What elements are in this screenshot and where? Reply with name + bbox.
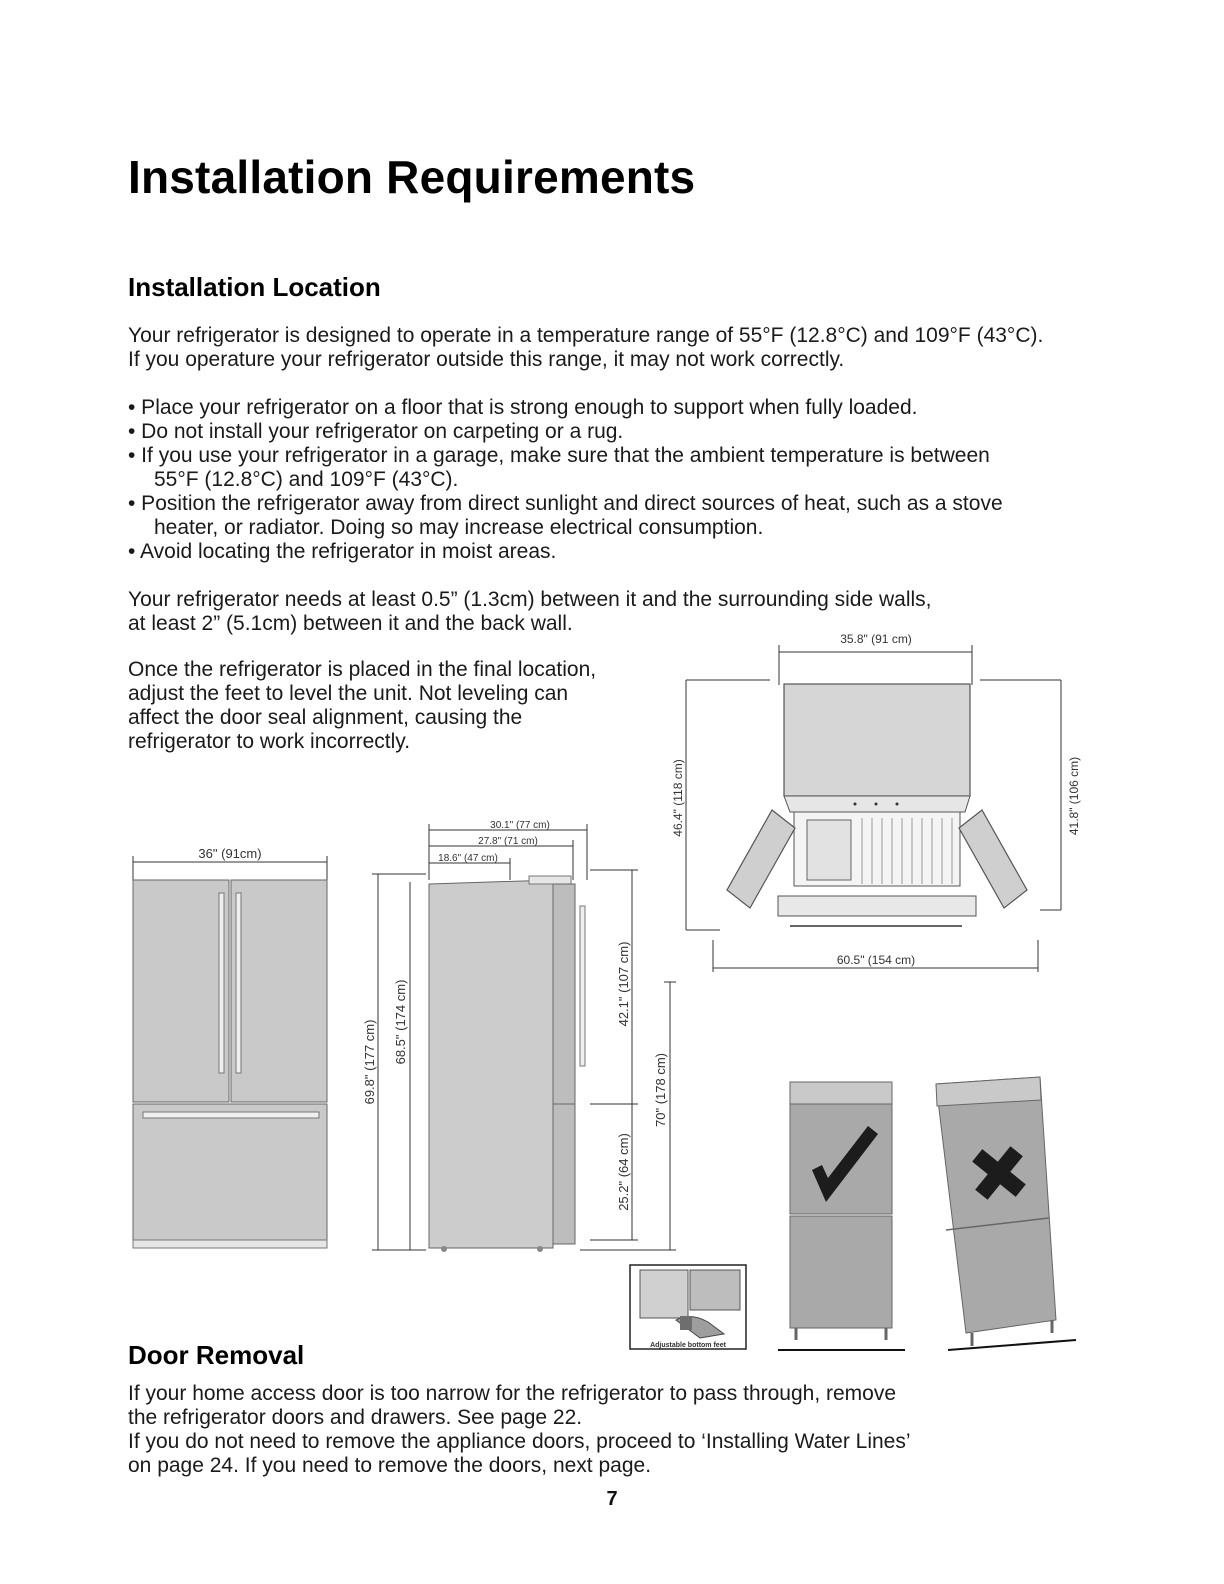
side-depth-label-3: 18.6" (47 cm): [438, 853, 498, 864]
leveling-line: affect the door seal alignment, causing the: [128, 706, 523, 729]
list-item: • Do not install your refrigerator on carpeting or a rug.: [128, 420, 624, 443]
installation-location-heading: Installation Location: [128, 272, 381, 302]
top-open-width-label: 60.5" (154 cm): [836, 953, 916, 967]
side-depth-label-2: 27.8" (71 cm): [478, 836, 538, 847]
door-removal-line: the refrigerator doors and drawers. See page 22.: [128, 1406, 583, 1429]
height-lower-label: 25.2" (64 cm): [616, 1133, 631, 1211]
list-item-continuation: heater, or radiator. Doing so may increase electrical consumption.: [154, 516, 764, 539]
adjustable-feet-inset: [630, 1265, 746, 1349]
top-left-depth-label: 46.4" (118 cm): [671, 759, 685, 837]
leveling-line: refrigerator to work incorrectly.: [128, 730, 411, 753]
front-view-diagram: [133, 846, 327, 1248]
intro-line: If you operature your refrigerator outside this range, it may not work correctly.: [128, 348, 845, 371]
height-door-open-label: 70" (178 cm): [653, 1053, 668, 1127]
top-width-label: 35.8" (91 cm): [840, 632, 912, 646]
leveling-line: adjust the feet to level the unit. Not leveling can: [128, 682, 569, 705]
clearance-line: Your refrigerator needs at least 0.5” (1.3cm) between it and the surrounding side walls,: [128, 588, 932, 611]
door-removal-paragraph: [128, 1382, 911, 1478]
door-removal-line: If your home access door is too narrow for the refrigerator to pass through, remove: [128, 1382, 897, 1405]
list-item: • If you use your refrigerator in a garage, make sure that the ambient temperature is between: [128, 444, 990, 467]
list-item: • Place your refrigerator on a floor that is strong enough to support when fully loaded.: [128, 396, 918, 419]
top-view-diagram: [671, 632, 1081, 972]
front-width-label: 36" (91cm): [198, 846, 262, 861]
height-body-label: 68.5" (174 cm): [393, 979, 408, 1065]
top-right-depth-label: 41.8" (106 cm): [1067, 756, 1081, 836]
clearance-line: at least 2” (5.1cm) between it and the back wall.: [128, 612, 573, 635]
page-title: Installation Requirements: [128, 151, 696, 203]
height-upper-label: 42.1" (107 cm): [616, 941, 631, 1027]
height-total-label: 69.8" (177 cm): [362, 1019, 377, 1105]
side-view-diagram: [362, 820, 676, 1252]
list-item-continuation: 55°F (12.8°C) and 109°F (43°C).: [154, 468, 459, 491]
adjustable-feet-label: Adjustable bottom feet: [650, 1342, 726, 1349]
side-depth-label-1: 30.1" (77 cm): [490, 820, 550, 831]
list-item: • Position the refrigerator away from direct sunlight and direct sources of heat, such as a stove: [128, 492, 1003, 515]
leveling-line: Once the refrigerator is placed in the final location,: [128, 658, 597, 681]
page-number: 7: [606, 1488, 618, 1510]
door-removal-line: on page 24. If you need to remove the doors, next page.: [128, 1454, 652, 1477]
tilted-fridge-incorrect: [936, 1077, 1076, 1350]
door-removal-line: If you do not need to remove the appliance doors, proceed to ‘Installing Water Lines’: [128, 1430, 911, 1453]
door-removal-heading: Door Removal: [128, 1340, 305, 1370]
list-item: • Avoid locating the refrigerator in moist areas.: [128, 540, 557, 563]
level-fridge-correct: [778, 1082, 905, 1350]
intro-line: Your refrigerator is designed to operate in a temperature range of 55°F (12.8°C) and 109°F (43°C).: [128, 324, 1044, 347]
